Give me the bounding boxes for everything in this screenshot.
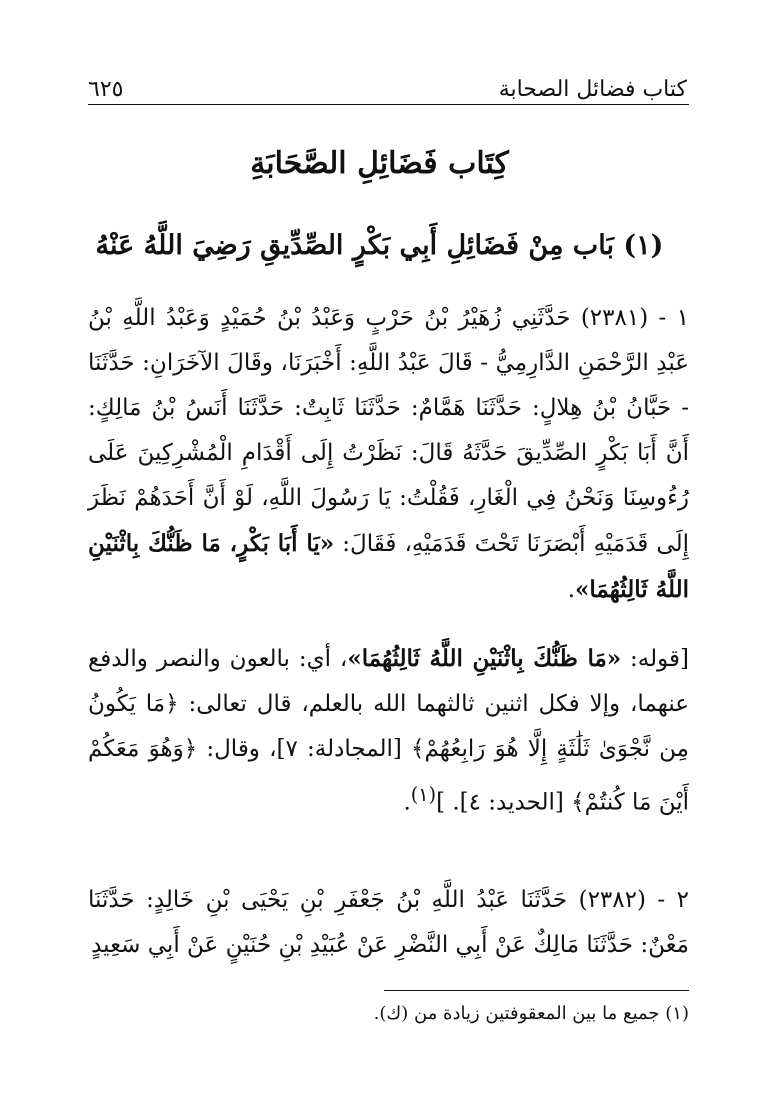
book-title: كِتَاب فَضَائِلِ الصَّحَابَةِ [250, 146, 509, 181]
commentary-end: . [403, 789, 411, 816]
commentary-open: [قوله: [621, 646, 689, 672]
hadith-paragraph-2 [88, 878, 689, 968]
footnote-rule [384, 990, 689, 991]
header-rule [88, 104, 689, 105]
commentary-quote: «مَا ظَنُّكَ بِاثْنَيْنِ اللَّهُ ثَالِثُهُمَا» [347, 645, 622, 672]
page-number: ٦٢٥ [88, 77, 124, 102]
chapter-title: (١) بَاب مِنْ فَضَائِلِ أَبِي بَكْرٍ الصِّدِّيقِ رَضِيَ اللَّهُ عَنْهُ [95, 230, 664, 261]
commentary-text: ، أي: بالعون والنصر والدفع عنهما، وإلا فكل اثنين ثالثهما الله بالعلم، قال تعالى: ﴿مَا يَكُونُ مِن نَّجْوَىٰ ثَلَٰثَةٍ إِلَّا هُوَ رَابِعُهُمْ﴾ [المجادلة: ٧]، وقال: ﴿وَهُوَ مَعَكُمْ أَيْنَ مَا كُنتُمْ﴾ [الحديد: ٤]. ] [88, 646, 689, 816]
running-title: كتاب فضائل الصحابة [498, 77, 687, 102]
hadith-1-end: . [567, 577, 575, 603]
hadith-paragraph-1 [88, 296, 689, 613]
footnote-reference: (١) [410, 783, 437, 806]
page-header [88, 62, 687, 102]
commentary-paragraph [88, 636, 689, 826]
hadith-1-text: ١ - (٢٣٨١) حَدَّثَنِي زُهَيْرُ بْنُ حَرْبٍ وَعَبْدُ بْنُ حُمَيْدٍ وَعَبْدُ اللَّهِ بْنُ عَبْدِ الرَّحْمَنِ الدَّارِمِيُّ - قَالَ عَبْدُ اللَّهِ: أَخْبَرَنَا، وقَالَ الآخَرَانِ: حَدَّثَنَا - حَبَّانُ بْنُ هِلالٍ: حَدَّثَنَا هَمَّامٌ: حَدَّثَنَا ثَابِتٌ: حَدَّثَنَا أَنَسُ بْنُ مَالِكٍ: أَنَّ أَبَا بَكْرٍ الصِّدِّيقَ حَدَّثَهُ قَالَ: نَظَرْتُ إِلَى أَقْدَامِ الْمُشْرِكِينَ عَلَى رُءُوسِنَا وَنَحْنُ فِي الْغَارِ، فَقُلْتُ: يَا رَسُولَ اللَّهِ، لَوْ أَنَّ أَحَدَهُمْ نَظَرَ إِلَى قَدَمَيْهِ أَبْصَرَنَا تَحْتَ قَدَمَيْهِ، فَقَالَ: [88, 305, 689, 557]
prophet-saying: «يَا أَبَا بَكْرٍ، مَا ظَنُّكَ بِاثْنَيْنِ اللَّهُ ثَالِثُهُمَا» [88, 530, 689, 603]
hadith-2-text: ٢ - (٢٣٨٢) حَدَّثَنَا عَبْدُ اللَّهِ بْنُ جَعْفَرِ بْنِ يَحْيَى بْنِ خَالِدٍ: حَدَّثَنَا مَعْنٌ: حَدَّثَنَا مَالِكٌ عَنْ أَبِي النَّضْرِ عَنْ عُبَيْدِ بْنِ حُنَيْنٍ عَنْ أَبِي سَعِيدٍ [88, 887, 689, 958]
footnote: (١) جميع ما بين المعقوفتين زيادة من (ك). [373, 1003, 689, 1024]
